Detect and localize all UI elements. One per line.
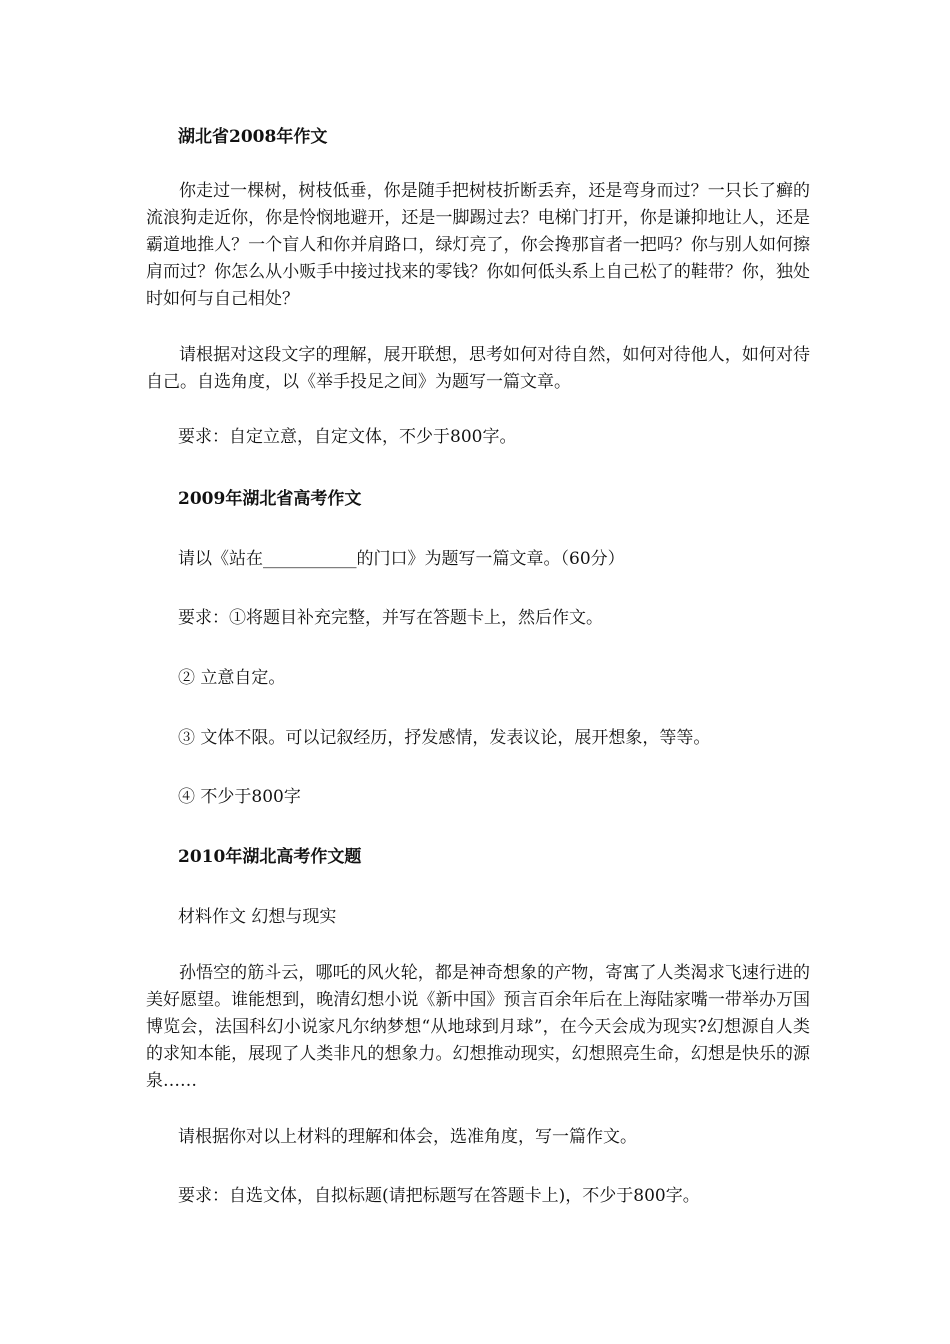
paragraph-2008-requirement: 要求：自定立意，自定文体，不少于800字。 — [178, 427, 517, 447]
paragraph-2010-material: 孙悟空的筋斗云，哪吒的风火轮，都是神奇想象的产物，寄寓了人类渴求飞速行进的美好愿望。谁能想到，晚清幻想小说《新中国》预言百余年后在上海陆家嘴一带举办万国博览会，法国科幻小说家凡尔纳梦想“从地球到月球”，在今天会成为现实?幻想源自人类的求知本能，展现了人类非凡的想象力。幻想推动现实，幻想照亮生命，幻想是快乐的源泉…… — [146, 963, 810, 1091]
paragraph-2009-requirement-1: 要求：①将题目补充完整，并写在答题卡上，然后作文。 — [178, 608, 603, 628]
paragraph-2010-title: 材料作文 幻想与现实 — [178, 907, 337, 927]
paragraph-2010-instruction: 请根据你对以上材料的理解和体会，选准角度，写一篇作文。 — [178, 1127, 637, 1147]
paragraph-2008-instruction: 请根据对这段文字的理解，展开联想，思考如何对待自然，如何对待他人，如何对待自己。自选角度，以《举手投足之间》为题写一篇文章。 — [146, 345, 810, 392]
section-heading-2010: 2010年湖北高考作文题 — [178, 847, 362, 867]
paragraph-2009-prompt: 请以《站在___________的门口》为题写一篇文章。（60分） — [178, 549, 625, 569]
section-heading-2009: 2009年湖北省高考作文 — [178, 489, 362, 509]
paragraph-2009-requirement-3: ③ 文体不限。可以记叙经历，抒发感情，发表议论，展开想象，等等。 — [178, 728, 711, 748]
section-heading-2008: 湖北省2008年作文 — [178, 127, 328, 147]
paragraph-2010-requirement: 要求：自选文体，自拟标题(请把标题写在答题卡上)，不少于800字。 — [178, 1186, 700, 1206]
paragraph-2008-material: 你走过一棵树，树枝低垂，你是随手把树枝折断丢弃，还是弯身而过？一只长了癣的流浪狗走近你，你是怜悯地避开，还是一脚踢过去？电梯门打开，你是谦抑地让人，还是霸道地推人？一个盲人和你并肩路口，绿灯亮了，你会搀那盲者一把吗？你与别人如何擦肩而过？你怎么从小贩手中接过找来的零钱？你如何低头系上自己松了的鞋带？你，独处时如何与自己相处？ — [146, 181, 810, 309]
paragraph-2009-requirement-2: ② 立意自定。 — [178, 668, 286, 688]
paragraph-2009-requirement-4: ④ 不少于800字 — [178, 787, 301, 807]
